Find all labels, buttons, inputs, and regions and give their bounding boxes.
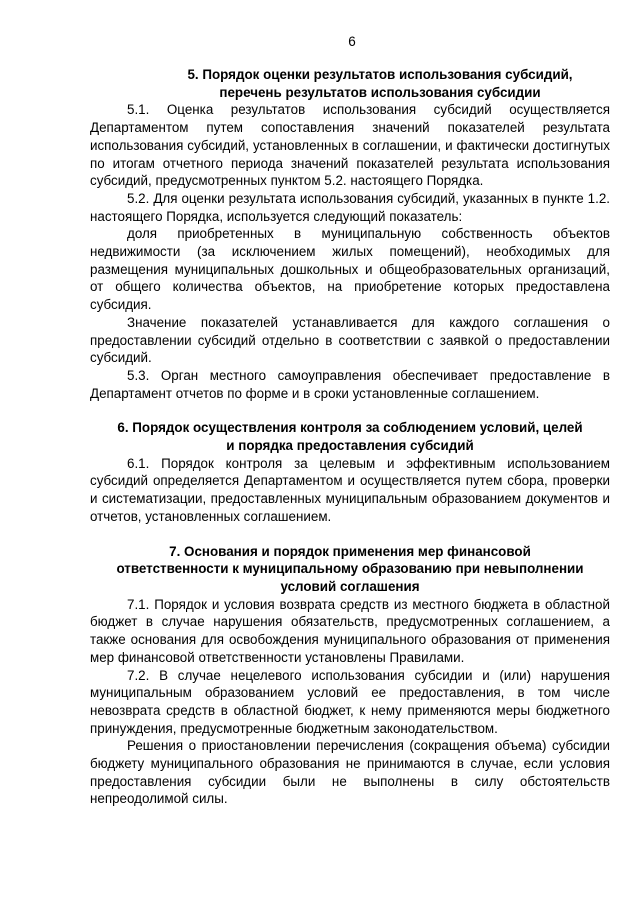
paragraph-7-decisions: Решения о приостановлении перечисления (сокращения объема) субсидии бюджету муниципального образования не принимаются в случае, если условия предоставления субсидии были не выполнены в силу обстоятельств непреодолимой силы. xyxy=(90,738,610,807)
paragraph-5-2-indicator: доля приобретенных в муниципальную собственность объектов недвижимости (за исключением жилых помещений), необходимых для размещения муниципальных дошкольных и общеобразовательных организаций, от общего количества объектов, на приобретение которых предоставлена субсидия. xyxy=(90,226,610,313)
section-6-heading xyxy=(90,419,610,454)
section-7-heading xyxy=(90,543,610,596)
page-number: 6 xyxy=(348,34,356,49)
section-6-heading-line-1: 6. Порядок осуществления контроля за соблюдением условий, целей xyxy=(117,420,583,436)
paragraph-7-2: 7.2. В случае нецелевого использования субсидии и (или) нарушения муниципальным образованием условий ее предоставления, в том числе невозврата средств в областной бюджет, к нему применяются меры бюджетного принуждения, предусмотренные бюджетным законодательством. xyxy=(90,667,610,736)
section-5-heading-line-1: 5. Порядок оценки результатов использования субсидий, xyxy=(187,67,573,82)
section-5-heading-line-2: перечень результатов использования субсидии xyxy=(219,84,541,100)
section-6-heading-line-2: и порядка предоставления субсидий xyxy=(226,438,474,454)
section-7-heading-line-1: 7. Основания и порядок применения мер финансовой xyxy=(169,543,531,559)
section-7-heading-line-2: ответственности к муниципальному образованию при невыполнении xyxy=(116,561,584,577)
paragraph-6-1: 6.1. Порядок контроля за целевым и эффективным использованием субсидий определяется Департаментом и осуществляется путем сбора, проверки и систематизации, предоставленных муниципальным образованием документов и отчетов, установленных соглашением. xyxy=(90,455,610,524)
document-body xyxy=(90,66,610,808)
paragraph-5-1: 5.1. Оценка результатов использования субсидий осуществляется Департаментом путем сопоставления значений показателей результата использования субсидий, установленных в соглашении, и фактически достигнутых по итогам отчетного периода значений показателей результата использования субсидий, предусмотренных пунктом 5.2. настоящего Порядка. xyxy=(90,102,610,189)
paragraph-7-1: 7.1. Порядок и условия возврата средств из местного бюджета в областной бюджет в случае нарушения обязательств, предусмотренных соглашением, а также основания для освобождения муниципального образования от применения мер финансовой ответственности установлены Правилами. xyxy=(90,596,610,665)
paragraph-5-2: 5.2. Для оценки результата использования субсидий, указанных в пункте 1.2. настоящего Порядка, используется следующий показатель: xyxy=(90,190,610,224)
paragraph-5-2-value: Значение показателей устанавливается для каждого соглашения о предоставлении субсидий отдельно в соответствии с заявкой о предоставлении субсидий. xyxy=(90,314,610,366)
section-5-heading xyxy=(150,66,610,101)
section-7-heading-line-3: условий соглашения xyxy=(280,578,420,594)
paragraph-5-3: 5.3. Орган местного самоуправления обеспечивает предоставление в Департамент отчетов по форме и в сроки установленные соглашением. xyxy=(90,367,610,401)
